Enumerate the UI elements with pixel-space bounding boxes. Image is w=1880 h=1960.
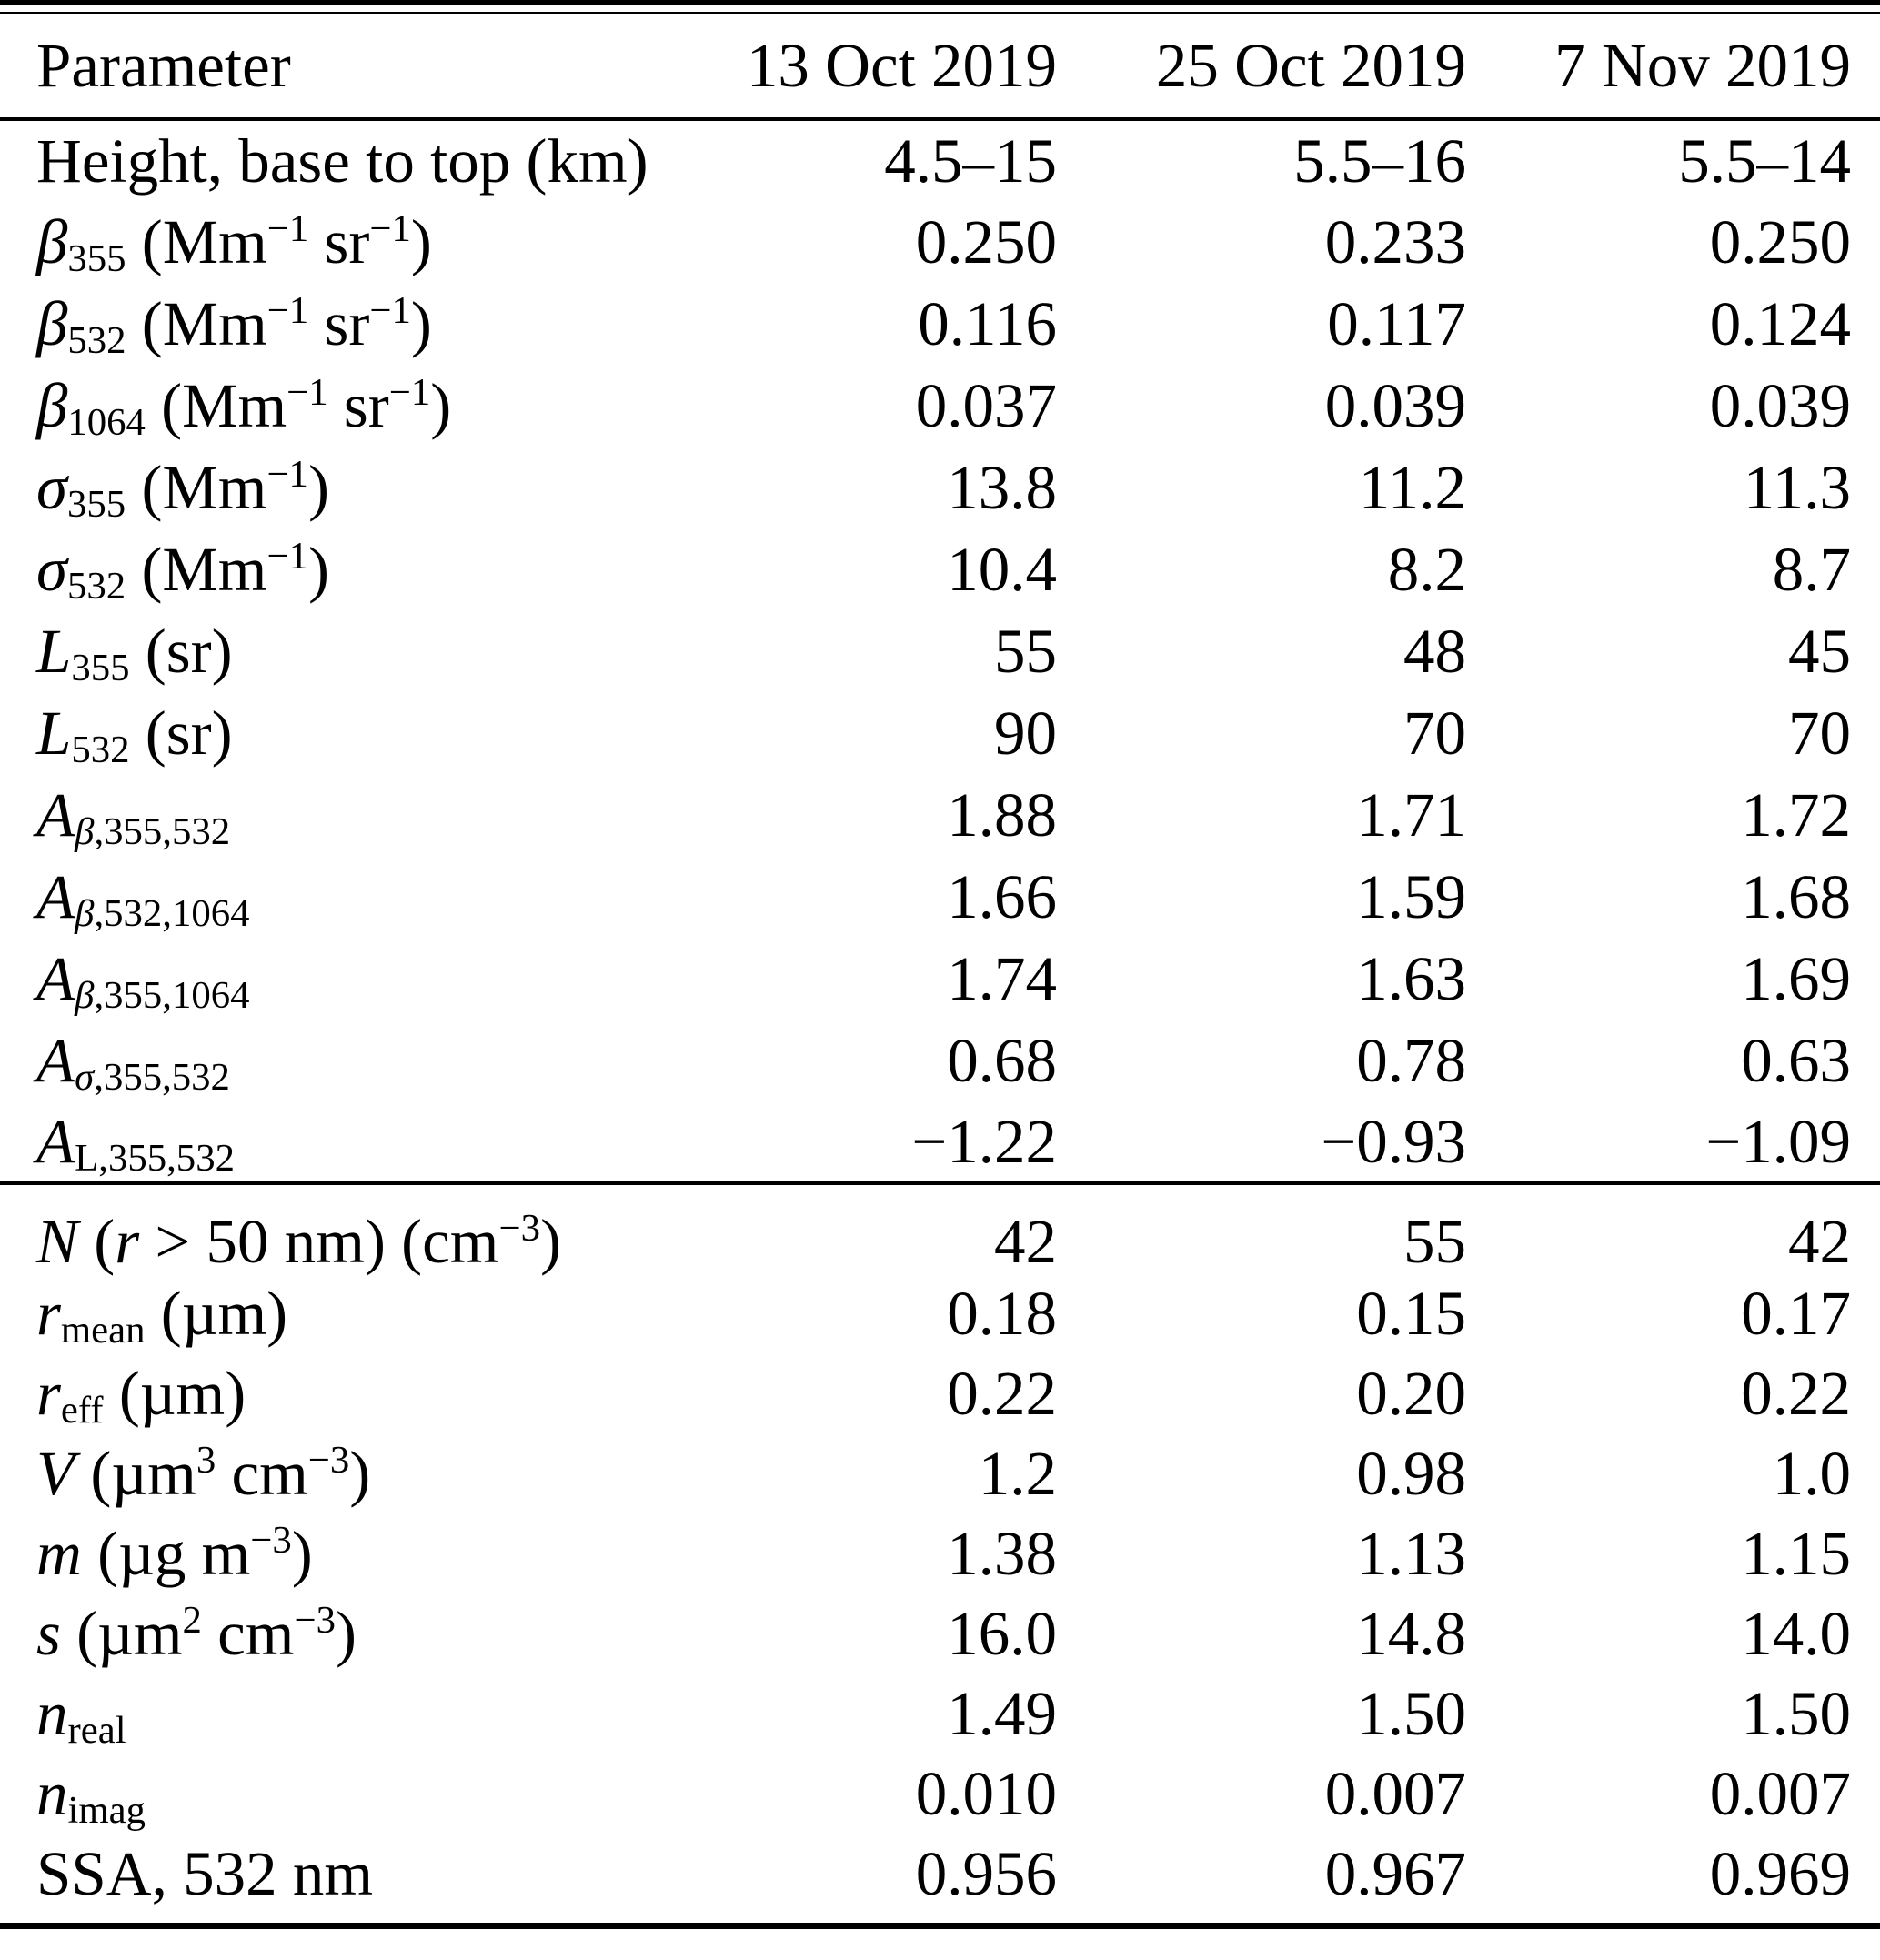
value-cell: 1.50 — [1741, 1678, 1851, 1748]
value-cell: 1.69 — [1741, 943, 1851, 1013]
value-cell: 1.15 — [1741, 1518, 1851, 1588]
label-segment: n — [36, 1758, 68, 1828]
param-label — [0, 447, 659, 528]
label-segment: N — [36, 1207, 79, 1276]
label-segment: ) — [335, 1598, 357, 1668]
param-label — [0, 1754, 659, 1834]
value-cell: 0.98 — [1356, 1438, 1466, 1508]
param-label — [0, 1101, 659, 1183]
label-segment: −1 — [266, 288, 309, 332]
param-label — [0, 1593, 659, 1674]
value-cell: 0.124 — [1709, 288, 1851, 358]
value-cell: 90 — [994, 698, 1057, 768]
value-cell: 1.88 — [947, 779, 1057, 849]
label-segment: (µm — [60, 1598, 183, 1668]
value-cell: 0.20 — [1356, 1358, 1466, 1428]
value-cell: 1.38 — [947, 1518, 1057, 1588]
label-segment: ,355,532 — [94, 809, 231, 853]
label-segment: 3 — [196, 1438, 216, 1482]
value-cell: 14.8 — [1356, 1598, 1466, 1668]
label-segment: (Mm — [126, 452, 267, 522]
label-segment: 2 — [182, 1598, 202, 1642]
header-row — [0, 14, 1880, 119]
label-segment: β — [75, 973, 95, 1017]
label-segment: −1 — [266, 534, 308, 578]
label-segment: SSA, 532 nm — [36, 1838, 373, 1908]
value-cell: 0.007 — [1324, 1758, 1466, 1828]
label-segment: 355 — [71, 646, 130, 689]
label-segment: (µm) — [103, 1358, 246, 1428]
label-segment: L — [36, 616, 72, 686]
value-cell: 1.66 — [947, 861, 1057, 931]
value-cell: 42 — [994, 1207, 1057, 1276]
value-cell: −1.09 — [1705, 1106, 1851, 1176]
table-row — [0, 201, 1880, 283]
label-segment: real — [67, 1708, 126, 1752]
value-cell: 0.250 — [915, 206, 1057, 276]
value-cell: 0.250 — [1709, 206, 1851, 276]
param-label — [0, 201, 659, 283]
label-segment: 1064 — [67, 400, 146, 444]
value-cell: 0.007 — [1709, 1758, 1851, 1828]
label-segment: A — [36, 861, 75, 931]
column-header-date: 25 Oct 2019 — [1155, 30, 1466, 100]
label-segment: −3 — [307, 1438, 350, 1482]
param-label — [0, 692, 659, 774]
value-cell: 1.72 — [1741, 779, 1851, 849]
label-segment: r — [36, 1278, 61, 1348]
table-row — [0, 283, 1880, 365]
bottom-rule — [0, 1923, 1880, 1929]
value-cell: 0.18 — [947, 1278, 1057, 1348]
value-cell: 0.78 — [1356, 1025, 1466, 1095]
label-segment: (sr) — [129, 698, 233, 768]
label-segment: β — [36, 288, 68, 358]
optical-properties-group — [0, 119, 1880, 1183]
param-label — [0, 774, 659, 856]
value-cell: 0.956 — [915, 1838, 1057, 1908]
label-segment: ) — [410, 288, 432, 358]
label-segment: β — [75, 809, 95, 853]
value-cell: 0.233 — [1324, 206, 1466, 276]
param-label — [0, 119, 659, 201]
param-label — [0, 1020, 659, 1101]
value-cell: 0.68 — [947, 1025, 1057, 1095]
table-row — [0, 1593, 1880, 1674]
label-segment: −3 — [294, 1598, 336, 1642]
label-segment: β — [75, 891, 95, 935]
label-segment: (µg m — [81, 1518, 251, 1588]
label-segment: ( — [78, 1207, 116, 1276]
label-segment: β — [36, 370, 68, 440]
param-label — [0, 1183, 659, 1276]
label-segment: −3 — [498, 1207, 540, 1251]
label-segment: (Mm — [126, 288, 267, 358]
value-cell: 13.8 — [947, 452, 1057, 522]
value-cell: 0.117 — [1327, 288, 1466, 358]
value-cell: 55 — [994, 616, 1057, 686]
value-cell: 0.039 — [1324, 370, 1466, 440]
label-segment: A — [36, 1106, 75, 1176]
value-cell: 45 — [1788, 616, 1851, 686]
table-row — [0, 1674, 1880, 1754]
label-segment: −1 — [266, 206, 309, 250]
value-cell: 11.2 — [1358, 452, 1466, 522]
label-segment: −1 — [287, 370, 328, 414]
table-row — [0, 1273, 1880, 1353]
table-row — [0, 119, 1880, 201]
value-cell: 1.59 — [1356, 861, 1466, 931]
param-label — [0, 1433, 659, 1513]
label-segment: ) — [539, 1207, 561, 1276]
table-row — [0, 1513, 1880, 1593]
table-row — [0, 774, 1880, 856]
value-cell: 1.63 — [1356, 943, 1466, 1013]
label-segment: β — [36, 206, 68, 276]
value-cell: 0.15 — [1356, 1278, 1466, 1348]
table-row — [0, 1834, 1880, 1914]
label-segment: eff — [60, 1388, 104, 1432]
label-segment: A — [36, 779, 75, 849]
column-header-parameter: Parameter — [36, 30, 291, 100]
value-cell: 16.0 — [947, 1598, 1057, 1668]
value-cell: 55 — [1403, 1207, 1466, 1276]
param-label — [0, 1273, 659, 1353]
value-cell: 1.68 — [1741, 861, 1851, 931]
value-cell: 5.5–14 — [1678, 126, 1851, 196]
table-row — [0, 692, 1880, 774]
label-segment: 532 — [71, 728, 130, 771]
table-row — [0, 1020, 1880, 1101]
table-header — [0, 14, 1880, 119]
label-segment: ) — [349, 1438, 371, 1508]
parameters-table — [0, 14, 1880, 1914]
label-segment: −1 — [369, 288, 411, 332]
label-segment: A — [36, 1025, 75, 1095]
label-segment: (Mm — [145, 370, 287, 440]
table-row — [0, 1433, 1880, 1513]
value-cell: 42 — [1788, 1207, 1851, 1276]
param-label — [0, 528, 659, 610]
label-segment: r — [36, 1358, 61, 1428]
value-cell: 14.0 — [1741, 1598, 1851, 1668]
value-cell: 0.967 — [1324, 1838, 1466, 1908]
value-cell: 0.010 — [915, 1758, 1057, 1828]
value-cell: 0.969 — [1709, 1838, 1851, 1908]
value-cell: 8.2 — [1387, 534, 1466, 604]
label-segment: sr — [327, 370, 389, 440]
value-cell: 8.7 — [1772, 534, 1851, 604]
table-row — [0, 1101, 1880, 1183]
label-segment: A — [36, 943, 75, 1013]
value-cell: 1.0 — [1772, 1438, 1851, 1508]
param-label — [0, 938, 659, 1020]
label-segment: ) — [410, 206, 432, 276]
label-segment: −3 — [250, 1518, 292, 1562]
value-cell: 48 — [1403, 616, 1466, 686]
label-segment: L,355,532 — [75, 1136, 235, 1180]
table-row — [0, 1754, 1880, 1834]
label-segment: ) — [307, 452, 329, 522]
column-header-date: 13 Oct 2019 — [746, 30, 1057, 100]
value-cell: 1.50 — [1356, 1678, 1466, 1748]
label-segment: ) — [430, 370, 452, 440]
label-segment: ,355,532 — [94, 1055, 230, 1099]
table-row — [0, 1353, 1880, 1433]
label-segment: Height, base to top (km) — [36, 126, 648, 196]
table-row — [0, 610, 1880, 692]
param-label — [0, 610, 659, 692]
label-segment: (µm) — [145, 1278, 288, 1348]
label-segment: (Mm — [126, 534, 267, 604]
label-segment: sr — [308, 206, 370, 276]
value-cell: 0.116 — [918, 288, 1057, 358]
top-rule-gap — [0, 5, 1880, 12]
label-segment: ,355,1064 — [94, 973, 250, 1017]
column-header-date: 7 Nov 2019 — [1554, 30, 1851, 100]
value-cell: 10.4 — [947, 534, 1057, 604]
label-segment: σ — [75, 1055, 95, 1099]
label-segment: σ — [36, 452, 68, 522]
label-segment: σ — [36, 534, 68, 604]
table-row — [0, 528, 1880, 610]
label-segment: imag — [67, 1788, 146, 1832]
value-cell: 1.2 — [978, 1438, 1057, 1508]
label-segment: (sr) — [129, 616, 233, 686]
table-row — [0, 856, 1880, 938]
value-cell: 4.5–15 — [884, 126, 1057, 196]
label-segment: −1 — [369, 206, 411, 250]
value-cell: 0.17 — [1741, 1278, 1851, 1348]
microphysical-properties-group — [0, 1183, 1880, 1914]
param-label — [0, 1674, 659, 1754]
label-segment: 355 — [67, 236, 126, 280]
label-segment: 532 — [67, 318, 126, 362]
param-label — [0, 365, 659, 447]
table-row — [0, 447, 1880, 528]
value-cell: 0.63 — [1741, 1025, 1851, 1095]
table-row — [0, 1183, 1880, 1273]
value-cell: 70 — [1788, 698, 1851, 768]
label-segment: 532 — [67, 564, 126, 608]
label-segment: (Mm — [126, 206, 267, 276]
value-cell: 1.49 — [947, 1678, 1057, 1748]
label-segment: (µm — [75, 1438, 196, 1508]
value-cell: 5.5–16 — [1293, 126, 1466, 196]
label-segment: ) — [291, 1518, 313, 1588]
value-cell: 0.22 — [1741, 1358, 1851, 1428]
label-segment: r — [115, 1207, 140, 1276]
value-cell: 0.037 — [915, 370, 1057, 440]
label-segment: cm — [216, 1438, 308, 1508]
value-cell: −0.93 — [1321, 1106, 1466, 1176]
label-segment: > 50 nm) (cm — [139, 1207, 499, 1276]
value-cell: 0.22 — [947, 1358, 1057, 1428]
label-segment: L — [36, 698, 72, 768]
table-row — [0, 938, 1880, 1020]
label-segment: sr — [308, 288, 370, 358]
value-cell: 1.71 — [1356, 779, 1466, 849]
label-segment: cm — [201, 1598, 295, 1668]
value-cell: −1.22 — [911, 1106, 1057, 1176]
param-label — [0, 1513, 659, 1593]
label-segment: −1 — [388, 370, 431, 414]
label-segment: n — [36, 1678, 68, 1748]
value-cell: 1.74 — [947, 943, 1057, 1013]
label-segment: mean — [60, 1308, 146, 1352]
value-cell: 11.3 — [1743, 452, 1851, 522]
label-segment: 355 — [67, 482, 126, 526]
param-label — [0, 283, 659, 365]
value-cell: 1.13 — [1356, 1518, 1466, 1588]
label-segment: m — [36, 1518, 82, 1588]
label-segment: ,532,1064 — [94, 891, 250, 935]
label-segment: −1 — [266, 452, 308, 496]
label-segment: s — [36, 1598, 61, 1668]
label-segment: V — [36, 1438, 75, 1508]
table-row — [0, 365, 1880, 447]
value-cell: 0.039 — [1709, 370, 1851, 440]
param-label — [0, 1353, 659, 1433]
param-label — [0, 856, 659, 938]
param-label — [0, 1834, 659, 1914]
value-cell: 70 — [1403, 698, 1466, 768]
label-segment: ) — [307, 534, 329, 604]
